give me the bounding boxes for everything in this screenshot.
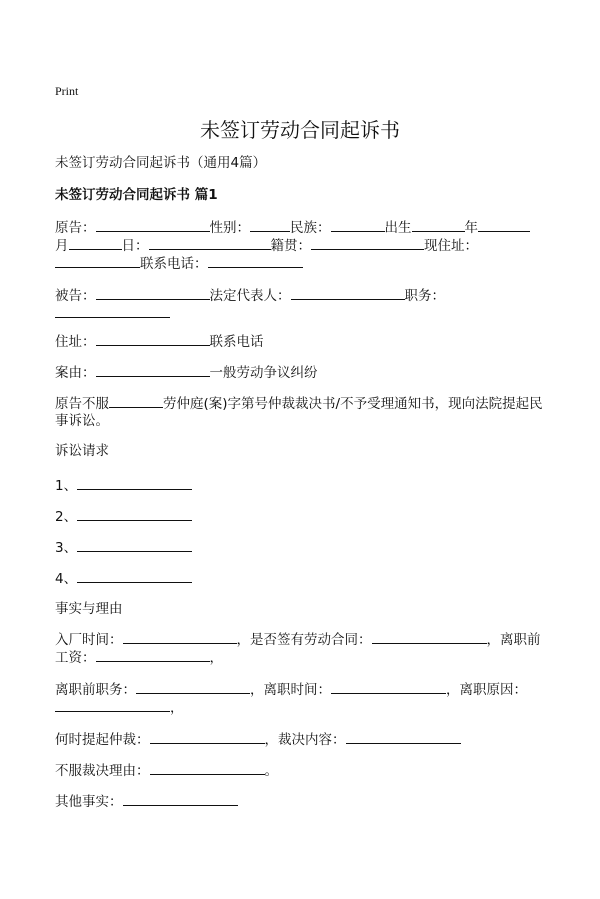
wage-before-label: ，离职前 xyxy=(486,632,541,648)
claim-number: 1、 xyxy=(55,478,78,494)
case-line xyxy=(55,363,318,382)
ethnicity-label: 民族： xyxy=(290,220,331,236)
day-label: 日： xyxy=(121,238,149,254)
facts-heading: 事实与理由 xyxy=(55,601,123,617)
position-blank[interactable] xyxy=(55,304,170,318)
document-title: 未签订劳动合同起诉书 xyxy=(200,118,400,142)
phone-blank[interactable] xyxy=(208,254,303,268)
ruling-content-label: ，裁决内容： xyxy=(264,732,346,748)
day-blank[interactable] xyxy=(149,236,271,250)
section-heading: 未签订劳动合同起诉书 篇1 xyxy=(55,187,218,203)
facts-line-2 xyxy=(55,648,223,667)
arbitration-time-label: 何时提起仲裁： xyxy=(55,732,150,748)
claim-number: 3、 xyxy=(55,540,78,556)
plaintiff-name-blank[interactable] xyxy=(96,218,210,232)
year-label: 年 xyxy=(464,220,478,236)
claim-blank[interactable] xyxy=(77,538,192,552)
native-place-label: 籍贯： xyxy=(270,238,311,254)
plaintiff-line-2 xyxy=(55,236,478,255)
claim-item xyxy=(55,507,192,526)
legal-rep-label: 法定代表人： xyxy=(209,288,291,304)
leave-reason-comma: ， xyxy=(170,700,184,716)
contract-blank[interactable] xyxy=(372,630,487,644)
facts-line-1 xyxy=(55,630,541,649)
statement-line-2: 事诉讼。 xyxy=(55,413,109,429)
case-label: 案由： xyxy=(55,365,96,381)
case-blank[interactable] xyxy=(96,363,210,377)
native-place-blank[interactable] xyxy=(311,236,424,250)
claim-blank[interactable] xyxy=(77,507,192,521)
statement-part1: 原告不服 xyxy=(55,396,109,412)
statement-line-1 xyxy=(55,394,543,413)
print-label: Print xyxy=(55,84,79,98)
facts-line-6 xyxy=(55,761,278,780)
plaintiff-line-3 xyxy=(55,254,303,273)
defendant-address-line xyxy=(55,332,264,351)
facts-line-5 xyxy=(55,730,461,749)
other-facts-label: 其他事实： xyxy=(55,794,123,810)
address-blank[interactable] xyxy=(55,254,140,268)
claim-blank[interactable] xyxy=(77,569,192,583)
entry-time-label: 入厂时间： xyxy=(55,632,123,648)
wage-comma: ， xyxy=(209,650,223,666)
ruling-content-blank[interactable] xyxy=(346,730,461,744)
position-before-blank[interactable] xyxy=(136,680,250,694)
document-subtitle: 未签订劳动合同起诉书（通用4篇） xyxy=(55,155,267,171)
defendant-phone-label: 联系电话 xyxy=(209,334,264,350)
facts-line-3 xyxy=(55,680,527,699)
defendant-label: 被告： xyxy=(55,288,96,304)
ethnicity-blank[interactable] xyxy=(331,218,385,232)
gender-label: 性别： xyxy=(209,220,250,236)
facts-line-4 xyxy=(55,698,184,717)
defendant-line-1 xyxy=(55,286,445,305)
statement-part2: 劳仲庭(案)字第号仲裁裁决书/不予受理通知书，现向法院提起民 xyxy=(163,396,543,412)
defendant-blank[interactable] xyxy=(96,286,210,300)
arbitration-time-blank[interactable] xyxy=(150,730,265,744)
legal-rep-blank[interactable] xyxy=(291,286,405,300)
month-label: 月 xyxy=(55,238,69,254)
wage-label: 工资： xyxy=(55,650,96,666)
gender-blank[interactable] xyxy=(250,218,290,232)
appeal-period: 。 xyxy=(264,763,278,779)
month-blank[interactable] xyxy=(69,236,122,250)
birth-label: 出生 xyxy=(384,220,412,236)
claim-blank[interactable] xyxy=(77,476,192,490)
claims-heading: 诉讼请求 xyxy=(55,443,109,459)
entry-time-blank[interactable] xyxy=(123,630,237,644)
leave-reason-label: ，离职原因： xyxy=(446,682,527,698)
address-label: 现住址： xyxy=(424,238,478,254)
facts-line-7 xyxy=(55,792,238,811)
defendant-address-label: 住址： xyxy=(55,334,96,350)
position-label: 职务： xyxy=(404,288,445,304)
appeal-reason-blank[interactable] xyxy=(150,761,265,775)
plaintiff-label: 原告： xyxy=(55,220,96,236)
phone-label: 联系电话： xyxy=(140,256,208,272)
case-type: 一般劳动争议纠纷 xyxy=(209,365,318,381)
wage-blank[interactable] xyxy=(96,648,210,662)
defendant-address-blank[interactable] xyxy=(96,332,210,346)
leave-time-blank[interactable] xyxy=(331,680,446,694)
statement-blank[interactable] xyxy=(109,394,163,408)
defendant-line-2 xyxy=(55,304,170,323)
contract-label: ，是否签有劳动合同： xyxy=(236,632,372,648)
other-facts-blank[interactable] xyxy=(123,792,238,806)
claim-item xyxy=(55,538,192,557)
leave-time-label: ，离职时间： xyxy=(250,682,331,698)
claim-item xyxy=(55,476,192,495)
birth-blank[interactable] xyxy=(412,218,465,232)
claim-item xyxy=(55,569,192,588)
appeal-reason-label: 不服裁决理由： xyxy=(55,763,150,779)
claim-number: 2、 xyxy=(55,509,78,525)
leave-reason-blank[interactable] xyxy=(55,698,170,712)
year-blank[interactable] xyxy=(478,218,530,232)
claim-number: 4、 xyxy=(55,571,78,587)
plaintiff-line-1 xyxy=(55,218,530,237)
position-before-label: 离职前职务： xyxy=(55,682,136,698)
